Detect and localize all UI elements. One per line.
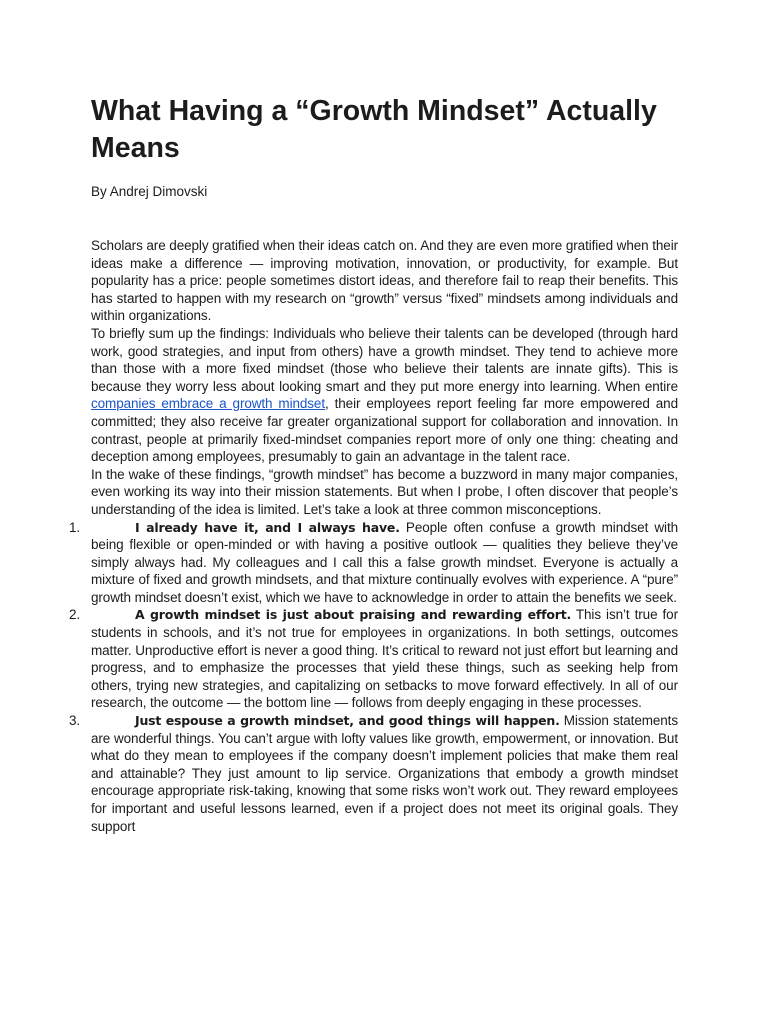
paragraph-buzzword: In the wake of these findings, “growth mindset” has become a buzzword in many major companies, even working its way into their mission statements. But when I probe, I often discover that people’s understanding of the idea is limited. Let’s take a look at three common misconceptions.: [91, 466, 678, 517]
list-number: 1.: [69, 519, 81, 535]
findings-text-start: To briefly sum up the findings: Individuals who believe their talents can be developed (through hard work, good strategies, and input from others) have a growth mindset. They tend to achieve more than those with a more fixed mindset (those who believe their talents are innate gifts). This is because they worry less about looking smart and they put more energy into learning. When entire: [91, 325, 678, 394]
list-item: [69, 606, 678, 712]
list-number: 2.: [69, 607, 81, 623]
list-number: 3.: [69, 713, 81, 729]
article-byline: By Andrej Dimovski: [91, 184, 208, 199]
misconception-text: This isn’t true for students in schools, and it’s not true for employees in organizations. In both settings, outcomes matter. Unproductive effort is never a good thing. It’s critical to reward not just effort but learning and progress, and to emphasize the processes that yield these things, such as seeking help from others, trying new strategies, and capitalizing on setbacks to move forward effectively. In all of our research, the outcome — the bottom line — follows from deeply engaging in these processes.: [91, 607, 678, 711]
paragraph-findings: [91, 325, 678, 466]
article-title: What Having a “Growth Mindset” Actually Means: [91, 95, 657, 164]
findings-text-end: , their employees report feeling far more empowered and committed; they also receive far greater organizational support for collaboration and innovation. In contrast, people at primarily fixed-mindset companies report more of only one thing: cheating and deception among employees, presumably to gain an advantage in the talent race.: [91, 396, 678, 465]
list-item: [69, 712, 678, 835]
misconception-lead: I already have it, and I always have.: [135, 519, 400, 535]
article-body: [69, 237, 679, 835]
misconception-text: People often confuse a growth mindset with being flexible or open-minded or with having a positive outlook — qualities they believe they’ve simply always had. My colleagues and I call this a false growth mindset. Everyone is actually a mixture of fixed and growth mindsets, and that mixture continually evolves with experience. A “pure” growth mindset doesn’t exist, which we have to acknowledge in order to attain the benefits we seek.: [91, 519, 679, 605]
misconceptions-list: [69, 519, 679, 836]
list-item: [69, 519, 679, 607]
misconception-text: Mission statements are wonderful things. You can’t argue with lofty values like growth, empowerment, or innovation. But what do they mean to employees if the company doesn’t implement policies that make them real and attainable? They just amount to lip service. Organizations that embody a growth mindset encourage appropriate risk-taking, knowing that some risks won’t work out. They reward employees for important and useful lessons learned, even if a project does not meet its original goals. They support: [91, 713, 678, 834]
companies-growth-mindset-link[interactable]: companies embrace a growth mindset: [91, 396, 325, 412]
misconception-lead: Just espouse a growth mindset, and good things will happen.: [135, 713, 560, 729]
paragraph-intro: Scholars are deeply gratified when their ideas catch on. And they are even more gratified when their ideas make a difference — improving motivation, innovation, or productivity, for example. But popularity has a price: people sometimes distort ideas, and therefore fail to reap their benefits. This has started to happen with my research on “growth” versus “fixed” mindsets among individuals and within organizations.: [91, 238, 678, 324]
misconception-lead: A growth mindset is just about praising and rewarding effort.: [135, 607, 572, 623]
